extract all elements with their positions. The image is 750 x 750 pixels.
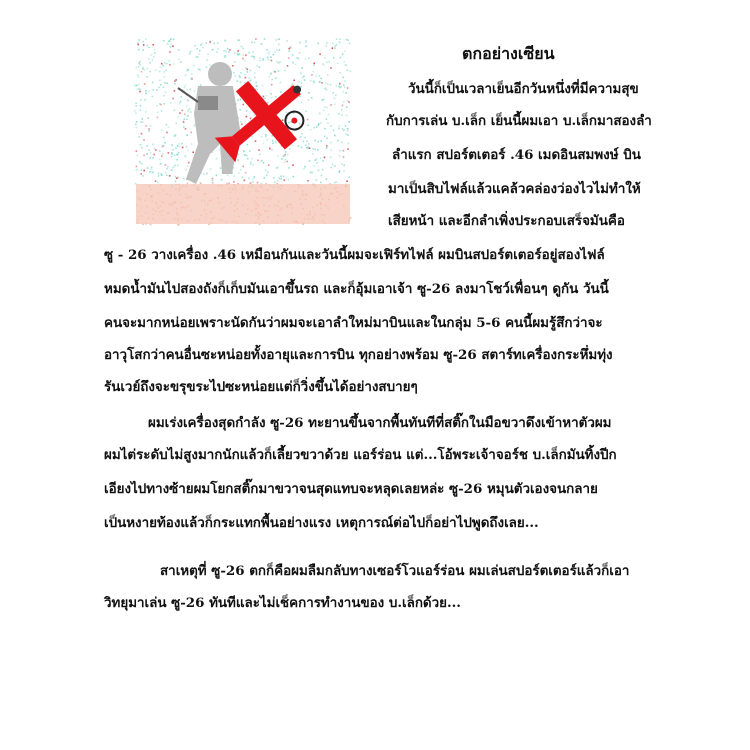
body-line: วันนี้ก็เป็นเวลาเย็นอีกวันหนึ่งที่มีความสุข	[408, 81, 639, 97]
body-line: คนจะมากหน่อยเพราะนัดกันว่าผมจะเอาลำใหม่มาบินและในกลุ่ม 5-6 คนนี้ผมรู้สึกว่าจะ	[104, 315, 603, 331]
body-line: ผมเร่งเครื่องสุดกำลัง ซู-26 ทะยานขึ้นจากพื้นทันทีที่สติ๊กในมือขวาดึงเข้าหาตัวผม	[148, 415, 612, 431]
body-line: รันเวย์ถึงจะขรุขระไปซะหน่อยแต่ก็วิ่งขึ้นได้อย่างสบายๆ	[104, 379, 418, 395]
body-line: ลำแรก สปอร์ตเตอร์ .46 เมดอินสมพงษ์ บิน	[392, 147, 641, 163]
body-line: หมดน้ำมันไปสองถังก็เก็บมันเอาขึ้นรถ และก็อุ้มเอาเจ้า ซู-26 ลงมาโชว์เพื่อนๆ ดูกัน วันนี้	[104, 281, 609, 297]
ground-strip	[136, 184, 350, 224]
body-line: สาเหตุที่ ซู-26 ตกก็คือผมลืมกลับทางเซอร์โวแอร์ร่อน ผมเล่นสปอร์ตเตอร์แล้วก็เอา	[160, 563, 630, 579]
crash-illustration	[128, 34, 356, 228]
body-line: มาเป็นสิบไฟล์แล้วแคล้วคล่องว่องไวไม่ทำให้	[388, 181, 641, 197]
body-line: วิทยุมาเล่น ซู-26 ทันทีและไม่เช็คการทำงานของ บ.เล็กด้วย...	[104, 595, 461, 611]
body-line: อาวุโสกว่าคนอื่นซะหน่อยทั้งอายุและการบิน ทุกอย่างพร้อม ซู-26 สตาร์ทเครื่องกระหึ่มทุ่ง	[104, 347, 613, 363]
body-line: เป็นหงายท้องแล้วก็กระแทกพื้นอย่างแรง เหตุการณ์ต่อไปก็อย่าไปพูดถึงเลย...	[104, 515, 539, 531]
body-line: เอียงไปทางซ้ายผมโยกสติ๊กมาขวาจนสุดแทบจะหลุดเลยหล่ะ ซู-26 หมุนตัวเองจนกลาย	[104, 481, 598, 497]
body-line: กับการเล่น บ.เล็ก เย็นนี้ผมเอา บ.เล็กมาสองลำ	[386, 113, 652, 129]
article-title: ตกอย่างเซียน	[462, 44, 555, 63]
body-line: ซู - 26 วางเครื่อง .46 เหมือนกันและวันนี้ผมจะเฟิร์ทไฟล์ ผมบินสปอร์ตเตอร์อยู่สองไฟล์	[104, 247, 605, 263]
body-line: เสียหน้า และอีกลำเพิ่งประกอบเสร็จมันคือ	[388, 213, 625, 229]
body-line: ผมไต่ระดับไม่สูงมากนักแล้วก็เลี้ยวขวาด้วย แอร์ร่อน แต่...โอ้พระเจ้าจอร์ช บ.เล็กมันทิ้งปีก	[104, 447, 617, 463]
